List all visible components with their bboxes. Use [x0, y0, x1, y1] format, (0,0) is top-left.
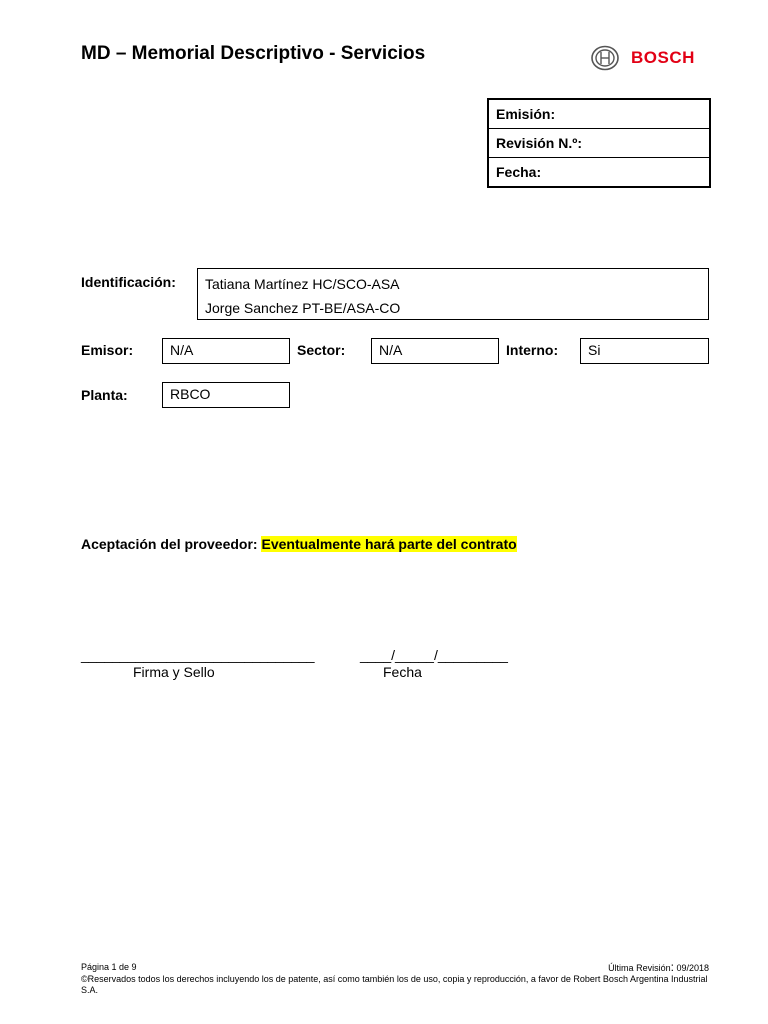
identification-line-2: Jorge Sanchez PT-BE/ASA-CO	[205, 300, 401, 316]
bosch-armature-icon	[590, 45, 620, 71]
date-label: Fecha	[383, 664, 422, 680]
planta-label: Planta:	[81, 387, 128, 403]
identification-line-1: Tatiana Martínez HC/SCO-ASA	[205, 276, 400, 292]
identification-box	[197, 268, 709, 320]
sector-field: N/A	[371, 338, 499, 364]
acceptance-highlight: Eventualmente hará parte del contrato	[261, 536, 517, 552]
last-revision: Última Revisión: 09/2018	[608, 960, 709, 974]
planta-field: RBCO	[162, 382, 290, 408]
interno-field: Si	[580, 338, 709, 364]
identification-label: Identificación:	[81, 274, 176, 290]
sector-label: Sector:	[297, 342, 346, 358]
page-number: Página 1 de 9	[81, 962, 137, 972]
acceptance-label: Aceptación del proveedor:	[81, 536, 258, 552]
page-title: MD – Memorial Descriptivo - Servicios	[81, 43, 426, 64]
bosch-logo	[590, 45, 695, 71]
page-footer	[81, 962, 709, 996]
interno-label: Interno:	[506, 342, 559, 358]
signature-label: Firma y Sello	[133, 664, 215, 680]
emisor-field: N/A	[162, 338, 290, 364]
revision-label: Revisión N.º:	[489, 129, 709, 158]
document-meta-box	[487, 98, 711, 188]
copyright-notice: ©Reservados todos los derechos incluyendo los de patente, así como también los de uso, copia y reproducción, a favor de Robert Bosch Argentina Industrial S.A.	[81, 974, 708, 995]
fecha-label: Fecha:	[496, 164, 542, 180]
logo-text: BOSCH	[631, 48, 695, 67]
date-line: ____/_____/_________	[360, 647, 508, 663]
signature-line: ______________________________	[81, 647, 315, 663]
emisor-label: Emisor:	[81, 342, 134, 358]
supplier-acceptance	[81, 536, 517, 552]
emision-label: Emisión:	[489, 100, 709, 129]
